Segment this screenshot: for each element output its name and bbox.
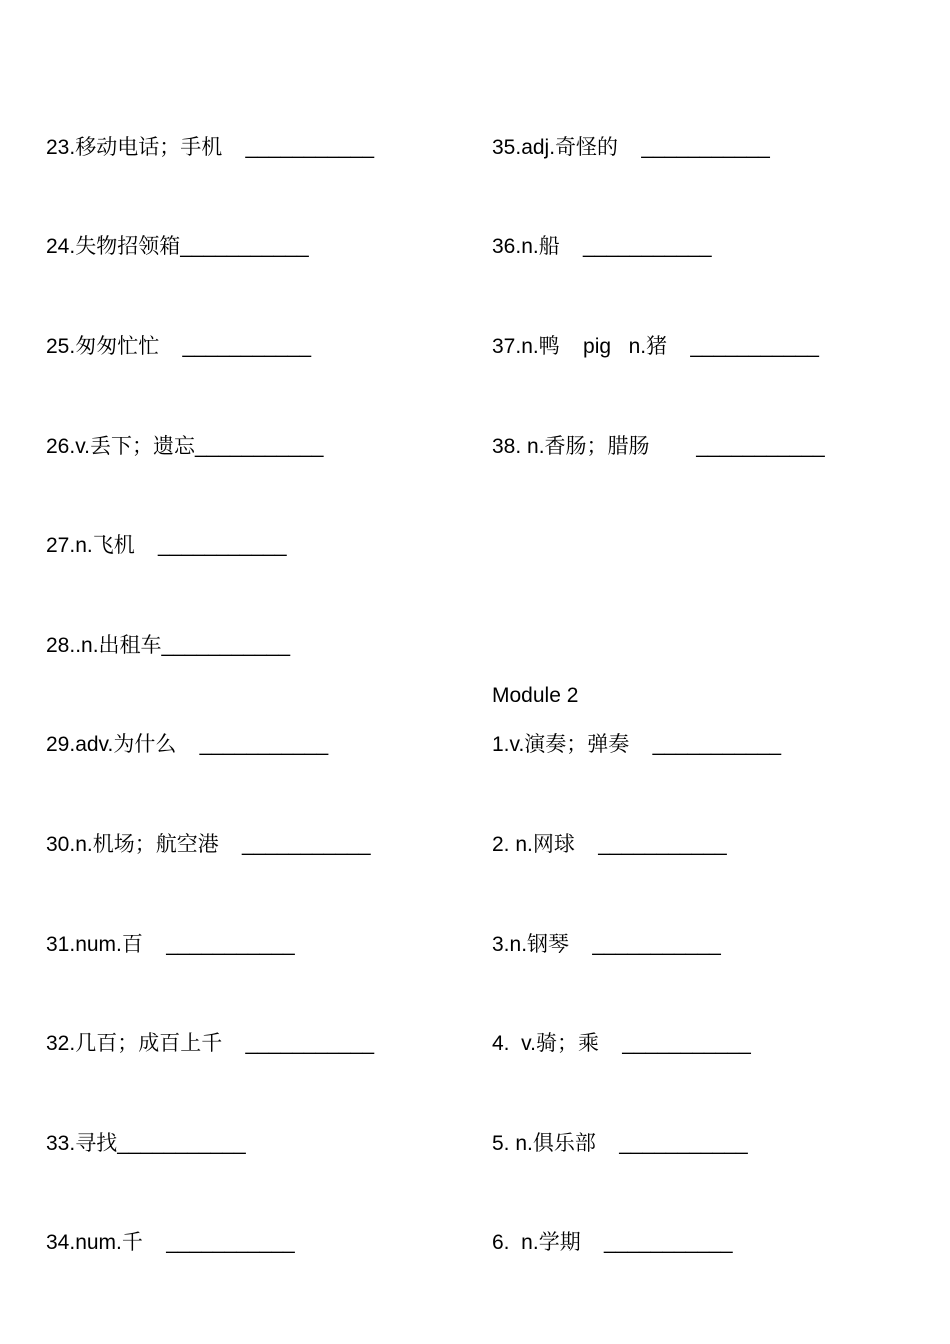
vocab-item: 32.几百；成百上千 ___________: [46, 1032, 375, 1055]
vocab-item: 36.n.船 ___________: [492, 235, 712, 258]
module-heading: Module 2: [492, 684, 579, 707]
vocab-item: 5. n.俱乐部 ___________: [492, 1132, 748, 1155]
vocab-item: 26.v.丢下；遗忘___________: [46, 435, 324, 458]
vocab-item: 24.失物招领箱___________: [46, 235, 309, 258]
vocab-item: 37.n.鸭 pig n.猪 ___________: [492, 335, 819, 358]
vocab-item: 2. n.网球 ___________: [492, 833, 727, 856]
vocab-item: 34.num.千 ___________: [46, 1231, 295, 1254]
vocab-item: 4. v.骑；乘 ___________: [492, 1032, 751, 1055]
vocab-item: 1.v.演奏；弹奏 ___________: [492, 733, 782, 756]
vocab-item: 38. n.香肠；腊肠 ___________: [492, 435, 825, 458]
vocab-item: 23.移动电话；手机 ___________: [46, 136, 375, 159]
vocab-item: 28..n.出租车___________: [46, 634, 291, 657]
vocab-item: 29.adv.为什么 ___________: [46, 733, 329, 756]
vocab-item: 25.匆匆忙忙 ___________: [46, 335, 312, 358]
vocab-item: 35.adj.奇怪的 ___________: [492, 136, 770, 159]
vocab-item: 30.n.机场；航空港 ___________: [46, 833, 371, 856]
vocab-item: 31.num.百 ___________: [46, 933, 295, 956]
vocab-item: 3.n.钢琴 ___________: [492, 933, 721, 956]
vocab-item: 27.n.飞机 ___________: [46, 534, 287, 557]
vocab-item: 33.寻找___________: [46, 1132, 246, 1155]
vocab-item: 6. n.学期 ___________: [492, 1231, 733, 1254]
